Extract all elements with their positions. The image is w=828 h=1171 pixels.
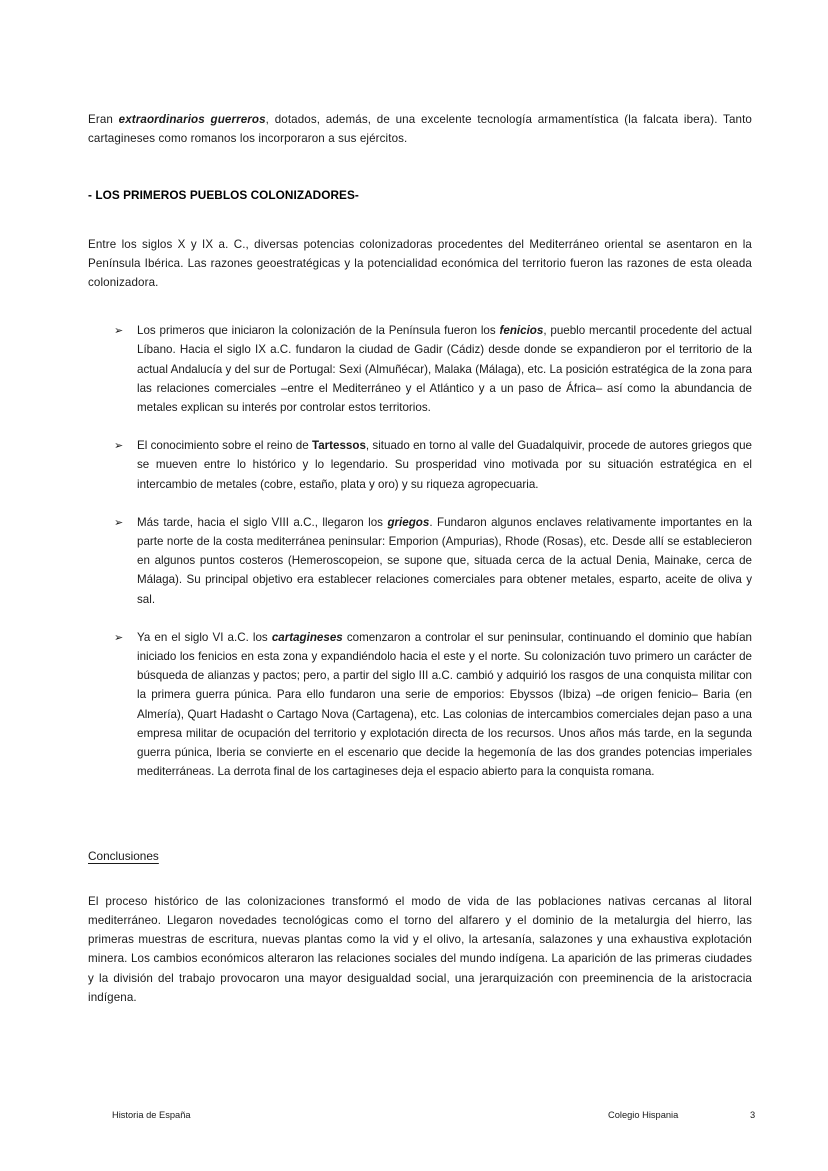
list-item <box>88 436 752 494</box>
section-heading: - LOS PRIMEROS PUEBLOS COLONIZADORES- <box>88 188 359 203</box>
document-body <box>88 110 752 1007</box>
list-item-rest: , situado en torno al valle del Guadalquivir, procede de autores griegos que se mueven entre lo histórico y lo legendario. Su prosperidad vino motivada por su situación estratégica en el intercambio de metales (cobre, estaño, plata y oro) y su riqueza agropecuaria. <box>137 439 752 491</box>
footer-page-number: 3 <box>750 1110 756 1120</box>
spacer <box>88 206 752 235</box>
list-item <box>88 321 752 417</box>
conclusions-heading: Conclusiones <box>88 849 159 864</box>
arrowhead-bullet-icon: ➢ <box>114 439 124 453</box>
list-item-lead: Ya en el siglo VI a.C. los <box>137 630 272 644</box>
list-item-emphasis: fenicios <box>499 324 544 338</box>
list-item-text <box>137 513 752 609</box>
intro-paragraph <box>88 110 752 148</box>
list-item <box>88 513 752 609</box>
footer-document-title: Historia de España <box>112 1110 191 1120</box>
list-item-lead: Los primeros que iniciaron la colonización de la Península fueron los <box>137 324 500 338</box>
list-item-emphasis: Tartessos <box>311 439 366 453</box>
list-item-emphasis: griegos <box>387 515 430 529</box>
spacer <box>88 867 752 892</box>
list-item-lead: El conocimiento sobre el reino de <box>137 439 312 453</box>
list-item-text <box>137 321 752 417</box>
list-item-rest: . Fundaron algunos enclaves relativamente importantes en la parte norte de la costa mediterránea peninsular: Emporion (Ampurias), Rhode (Rosas), etc. Desde allí se establecieron en algunos puntos costeros (Hemeroscopeion, se supone que, situada cerca de la actual Denia, Mainake, cerca de Málaga). Su principal objetivo era establecer relaciones comerciales para obtener metales, esparto, aceite de oliva y sal. <box>137 515 753 606</box>
page-footer <box>0 1108 828 1132</box>
arrowhead-bullet-icon: ➢ <box>114 515 124 529</box>
list-item-rest: comenzaron a controlar el sur peninsular, continuando el dominio que habían iniciado los fenicios en esta zona y expandiéndolo hacia el este y el norte. Su colonización tuvo primero un carácter de búsqueda de alianzas y pactos; pero, a partir del siglo III a.C. cambió y adquirió los rasgos de una conquista militar con la primera guerra púnica. Para ello fundaron una serie de emporios: Ebyssos (Ibiza) –de origen fenicio– Baria (en Almería), Quart Hadasht o Cartago Nova (Cartagena), etc. Las colonias de intercambios comerciales dejan paso a una empresa militar de ocupación del territorio y explotación directa de los recursos. Unos años más tarde, en la segunda guerra púnica, Iberia se convierte en el escenario que decide la hegemonía de las dos grandes potencias imperiales mediterráneas. La derrota final de los cartagineses deja el espacio abierto para la conquista romana. <box>137 630 752 779</box>
list-item-lead: Más tarde, hacia el siglo VIII a.C., llegaron los <box>137 515 388 529</box>
list-item <box>88 628 752 782</box>
list-item-text <box>137 436 752 494</box>
arrowhead-bullet-icon: ➢ <box>114 630 124 644</box>
colonizers-bullet-list <box>88 321 752 781</box>
footer-institution: Colegio Hispania <box>608 1110 679 1120</box>
intro-rest-text: , dotados, además, de una excelente tecnología armamentística (la falcata ibera). Tanto cartagineses como romanos los incorporaron a sus ejércitos. <box>88 113 752 146</box>
intro-emphasis-text: extraordinarios guerreros <box>118 113 266 126</box>
spacer <box>88 781 752 847</box>
spacer <box>88 148 752 186</box>
list-item-rest: , pueblo mercantil procedente del actual Líbano. Hacia el siglo IX a.C. fundaron la ciudad de Gadir (Cádiz) desde donde se expandieron por el territorio de la actual Andalucía y del sur de Portugal: Sexi (Almuñécar), Malaka (Málaga), etc. La posición estratégica de la zona para las relaciones comerciales –entre el Mediterráneo y el Atlántico y a un paso de África– así como la abundancia de metales explican su interés por controlar estos territorios. <box>137 324 752 415</box>
list-item-emphasis: cartagineses <box>271 630 343 644</box>
arrowhead-bullet-icon: ➢ <box>114 324 124 338</box>
lead-paragraph: Entre los siglos X y IX a. C., diversas potencias colonizadoras procedentes del Mediterráneo oriental se asentaron en la Península Ibérica. Las razones geoestratégicas y la potencialidad económica del territorio fueron las razones de esta oleada colonizadora. <box>88 237 752 290</box>
intro-lead-text: Eran <box>88 113 119 126</box>
conclusions-heading-wrap <box>88 847 752 866</box>
conclusions-paragraph: El proceso histórico de las colonizaciones transformó el modo de vida de las poblaciones nativas cercanas al litoral mediterráneo. Llegaron novedades tecnológicas como el torno del alfarero y el dominio de la metalurgia del hierro, las primeras muestras de escritura, nuevas plantas como la vid y el olivo, la artesanía, salazones y una exhaustiva explotación minera. Los cambios económicos alteraron las relaciones sociales del mundo indígena. La aparición de las primeras ciudades y la división del trabajo provocaron una mayor desigualdad social, una jerarquización con preeminencia de la aristocracia indígena. <box>88 894 752 1004</box>
list-item-text <box>137 628 752 782</box>
spacer <box>88 292 752 321</box>
